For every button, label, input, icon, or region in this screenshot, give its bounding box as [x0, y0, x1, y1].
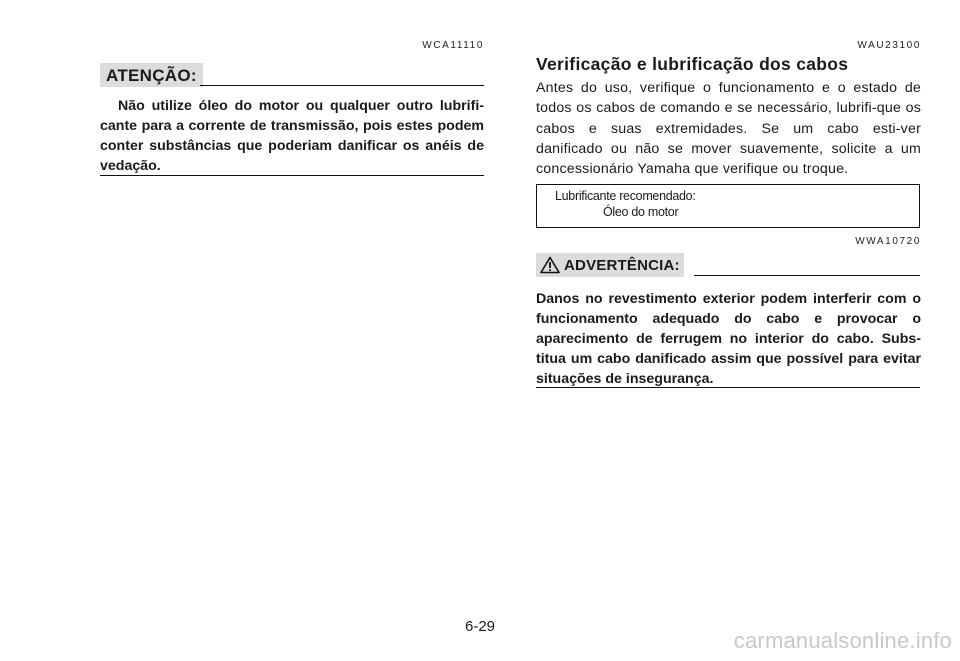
section-body: Antes do uso, verifique o funcionamento e o estado de todos os cabos de comando e se necessário, lubrifi-que os cabos e suas extremidades. Se um cabo esti-ver danificado ou não se mover suavemente, solicite a um concessionário Yamaha que verifique ou troque. [536, 80, 921, 178]
caution-header-rule [200, 85, 484, 86]
warning-bottom-rule [536, 387, 920, 388]
warning-code: WWA10720 [855, 236, 921, 247]
section-title: Verificação e lubrificação dos cabos [536, 54, 849, 74]
caution-header [100, 63, 484, 89]
caution-text: Não utilize óleo do motor ou qualquer outro lubrifi-cante para a corrente de transmissão, pois estes podem conter substâncias que poderiam danificar os anéis de vedação. [100, 98, 484, 174]
caution-bottom-rule [100, 175, 484, 176]
lubricant-box [536, 184, 920, 228]
lubricant-value: Óleo do motor [603, 205, 679, 219]
warning-header-rule [694, 275, 920, 276]
warning-label-box [536, 253, 684, 277]
warning-text: Danos no revestimento exterior podem interferir com o funcionamento adequado do cabo e provocar o aparecimento de ferrugem no interior do cabo. Subs-titua um cabo danificado assim que possível para evitar situações de insegurança. [536, 291, 921, 387]
section-code: WAU23100 [857, 40, 921, 51]
warning-triangle-icon [540, 256, 560, 274]
page-number: 6-29 [464, 618, 496, 635]
warning-label: ADVERTÊNCIA: [564, 256, 680, 274]
warning-header [536, 253, 921, 279]
watermark: carmanualsonline.info [733, 628, 952, 653]
caution-code: WCA11110 [422, 40, 484, 51]
lubricant-label: Lubrificante recomendado: [555, 189, 696, 203]
caution-label: ATENÇÃO: [100, 63, 203, 87]
